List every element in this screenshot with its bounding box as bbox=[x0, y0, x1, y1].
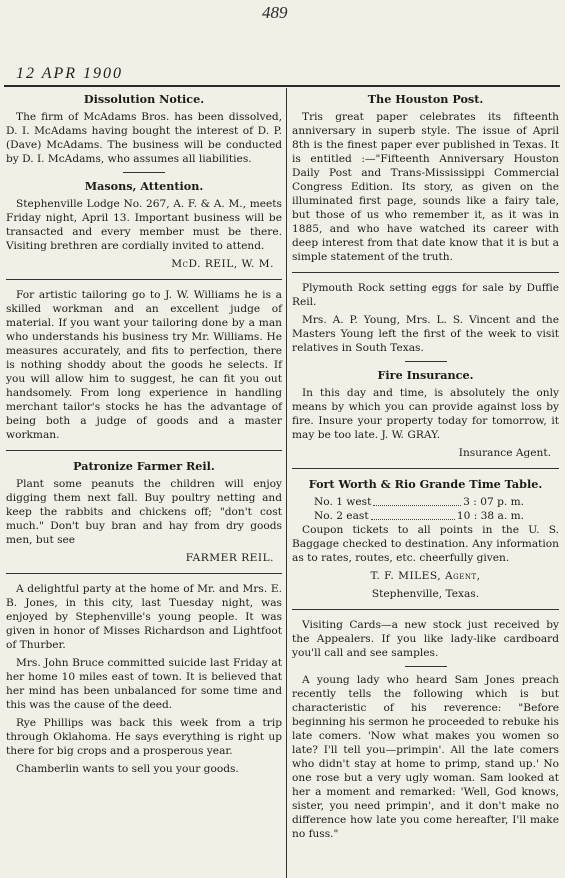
bruce-item: Mrs. John Bruce committed suicide last Friday at her home 10 miles east of town. It is believed that her mind has been unbalanced for some time and this was the cause of the deed. bbox=[6, 657, 282, 711]
column-divider bbox=[286, 88, 287, 878]
timetable-heading: Fort Worth & Rio Grande Time Table. bbox=[308, 477, 543, 491]
farmer-signature: FARMER REIL. bbox=[185, 552, 274, 564]
page-number: 489 bbox=[262, 3, 288, 22]
fire-body: In this day and time, is absolutely the only means by which you can provide against loss by fire. Insure your property today for tomorrow, it may be too late. J. W. GRAY. bbox=[292, 387, 559, 441]
cards-item: Visiting Cards—a new stock just received by the Appealers. If you like lady-like cardboard you'll call and see samples. bbox=[292, 619, 559, 659]
leader-dots bbox=[371, 509, 455, 520]
divider bbox=[6, 450, 282, 451]
time: 3 : 07 p. m. bbox=[463, 496, 524, 508]
jones-item: A young lady who heard Sam Jones preach recently tells the following which is but characteristic of his reverence: "Before beginning his sermon he proceeded to rebuke his late comers. 'Now what makes you women so late? I'll tell you—primpin'. All the late comers who didn't stay at home to primp, stand up.' No one rose but a very ugly woman. Sam looked at her a moment and remarked: 'Well, God knows, sister, you need primpin', and it don't make no difference how late you come hereafter, I'll make no fuss." bbox=[292, 674, 559, 840]
handwritten-date: 12 APR 1900 bbox=[16, 65, 124, 82]
timetable-place: Stephenville, Texas. bbox=[371, 588, 480, 600]
farmer-heading: Patronize Farmer Reil. bbox=[73, 459, 215, 473]
divider bbox=[6, 573, 282, 574]
station: No. 2 east bbox=[314, 510, 369, 522]
divider bbox=[6, 279, 282, 280]
divider bbox=[292, 272, 559, 273]
timetable-row bbox=[314, 509, 524, 523]
timetable-body: Coupon tickets to all points in the U. S. Baggage checked to destination. Any information as to rates, routes, etc. cheerfully given. bbox=[292, 524, 559, 564]
farmer-body: Plant some peanuts the children will enjoy digging them next fall. Buy poultry netting and keep the rabbits and chickens off; "don't cost much." Don't buy bran and hay from dry goods men, but see bbox=[6, 478, 282, 546]
masons-signature: McD. REIL, W. M. bbox=[171, 258, 274, 270]
timetable bbox=[314, 495, 559, 523]
divider bbox=[292, 609, 559, 610]
divider bbox=[292, 468, 559, 469]
dissolution-heading: Dissolution Notice. bbox=[83, 92, 205, 106]
divider bbox=[405, 666, 447, 667]
chamberlin-item: Chamberlin wants to sell you your goods. bbox=[16, 763, 239, 775]
left-column bbox=[6, 90, 282, 780]
houston-body: Tris great paper celebrates its fifteenth anniversary in superb style. The issue of April 8th is the finest paper ever published in Texas. It is entitled :—"Fifteenth Anniversary Houston Daily Post and Trans-Mississippi Commercial Congress Edition. Its story, as given on the illuminated first page, sounds like a fairy tale, but those of us who remember it, as it was in 1885, and who have watched its career with deep interest from that date know that it is but a simple statement of the truth. bbox=[292, 111, 559, 263]
divider bbox=[123, 172, 165, 173]
timetable-row bbox=[314, 495, 524, 509]
top-rule bbox=[4, 85, 560, 87]
fire-heading: Fire Insurance. bbox=[377, 368, 474, 382]
party-item: A delightful party at the home of Mr. and Mrs. E. B. Jones, in this city, last Tuesday night, was enjoyed by Stephenville's young people. It was given in honor of Misses Richardson and Lightfoot of Thurber. bbox=[6, 583, 282, 651]
dissolution-body: The firm of McAdams Bros. has been dissolved, D. I. McAdams having bought the interest of D. P. (Dave) McAdams. The business will be conducted by D. I. McAdams, who assumes all liabilities. bbox=[6, 111, 282, 165]
fire-signature: Insurance Agent. bbox=[458, 447, 551, 459]
plymouth-item: Plymouth Rock setting eggs for sale by Duffie Reil. bbox=[292, 282, 559, 308]
tailoring-body: For artistic tailoring go to J. W. Williams he is a skilled workman and an excellent judge of material. If you want your tailoring done by a man who understands his business try Mr. Williams. He measures accurately, and fits to perfection, there is nothing shoddy about the goods he selects. If you will allow him to suggest, he can fit you out handsomely. From long experience in handling merchant tailor's stocks he has the advantage of being both a judge of goods and a master workman. bbox=[6, 289, 282, 441]
timetable-agent: T. F. MILES, Agent, bbox=[370, 570, 481, 582]
time: 10 : 38 a. m. bbox=[456, 510, 524, 522]
station: No. 1 west bbox=[314, 496, 372, 508]
houston-heading: The Houston Post. bbox=[367, 92, 484, 106]
right-column bbox=[292, 90, 559, 845]
masons-heading: Masons, Attention. bbox=[84, 179, 204, 193]
leader-dots bbox=[373, 495, 461, 506]
masons-body: Stephenville Lodge No. 267, A. F. & A. M., meets Friday night, April 13. Important business will be transacted and every member must be there. Visiting brethren are cordially invited to attend. bbox=[6, 198, 282, 252]
divider bbox=[405, 361, 447, 362]
phillips-item: Rye Phillips was back this week from a trip through Oklahoma. He says everything is right up there for big crops and a prosperous year. bbox=[6, 717, 282, 757]
young-item: Mrs. A. P. Young, Mrs. L. S. Vincent and the Masters Young left the first of the week to visit relatives in South Texas. bbox=[292, 314, 559, 354]
